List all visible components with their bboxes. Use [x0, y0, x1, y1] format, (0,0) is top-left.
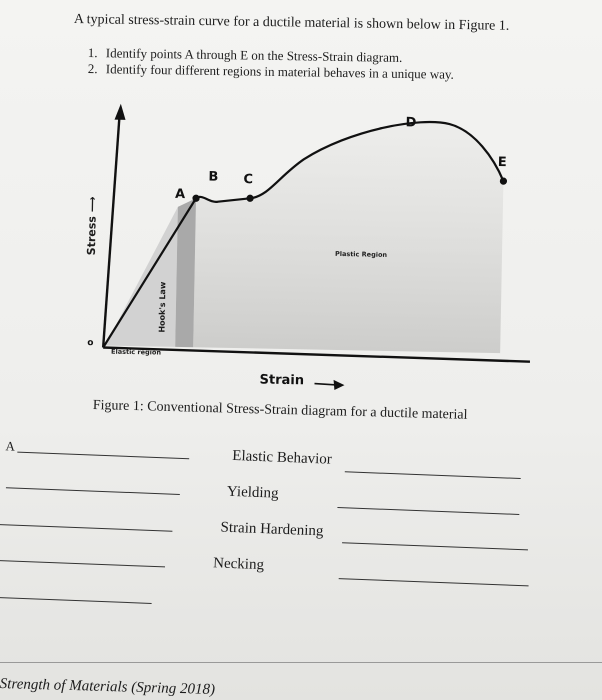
answer-blank-right-2[interactable] [337, 507, 519, 515]
term-necking: Necking [212, 555, 265, 574]
answer-blank-left-3[interactable] [0, 524, 172, 532]
answer-blank-right-1[interactable] [345, 471, 521, 479]
y-axis-label-arrow-icon: ⟶ [85, 196, 100, 213]
question-number: 1. [87, 45, 98, 61]
elastic-triangle-dark [175, 198, 196, 347]
question-text: Identify points A through E on the Stress-Strain diagram. [105, 45, 403, 65]
answer-blank-left-5[interactable] [0, 597, 152, 604]
origin-label: o [87, 338, 94, 349]
y-axis [103, 114, 119, 348]
point-b-label: B [208, 169, 219, 185]
answer-blank-left-4[interactable] [0, 560, 165, 568]
plastic-region-shade [193, 118, 504, 354]
elastic-region-label: Elastic region [111, 347, 162, 357]
x-axis-label: Strain [259, 372, 305, 389]
plastic-region-label: Plastic Region [334, 249, 388, 259]
question-number: 2. [87, 61, 98, 77]
answer-blank-right-3[interactable] [342, 542, 528, 550]
intro-text: A typical stress-strain curve for a ductile material is shown below in Figure 1. [73, 12, 510, 34]
term-yielding: Yielding [226, 483, 279, 502]
footer-course-title: Strength of Materials (Spring 2018) [0, 676, 216, 699]
strain-arrow-shaft [314, 384, 336, 385]
term-strain-hardening: Strain Hardening [220, 519, 324, 540]
point-a-label: A [174, 186, 186, 203]
question-text: Identify four different regions in material behaves in a unique way. [105, 61, 454, 82]
answer-section [0, 434, 602, 657]
y-axis-label-text: Stress [84, 215, 99, 256]
stress-strain-diagram [74, 95, 540, 404]
term-elastic-behavior: Elastic Behavior [232, 447, 333, 468]
y-axis-label [85, 196, 99, 255]
answer-blank-left-1[interactable] [17, 452, 189, 460]
point-c-label: C [243, 172, 254, 188]
point-e-label: E [497, 155, 507, 171]
stress-strain-graphic [74, 95, 540, 404]
y-axis-arrow-icon [115, 104, 126, 120]
answer-blank-left-2[interactable] [6, 487, 180, 495]
point-d-label: D [405, 115, 417, 131]
figure-caption: Figure 1: Conventional Stress-Strain diagram for a ductile material [92, 398, 468, 423]
footer-divider [0, 662, 602, 663]
answer-mark: A [5, 438, 16, 454]
strain-arrow-icon [333, 380, 344, 390]
answer-blank-right-4[interactable] [339, 578, 529, 586]
hooks-law-label: Hook's Law [157, 281, 168, 333]
